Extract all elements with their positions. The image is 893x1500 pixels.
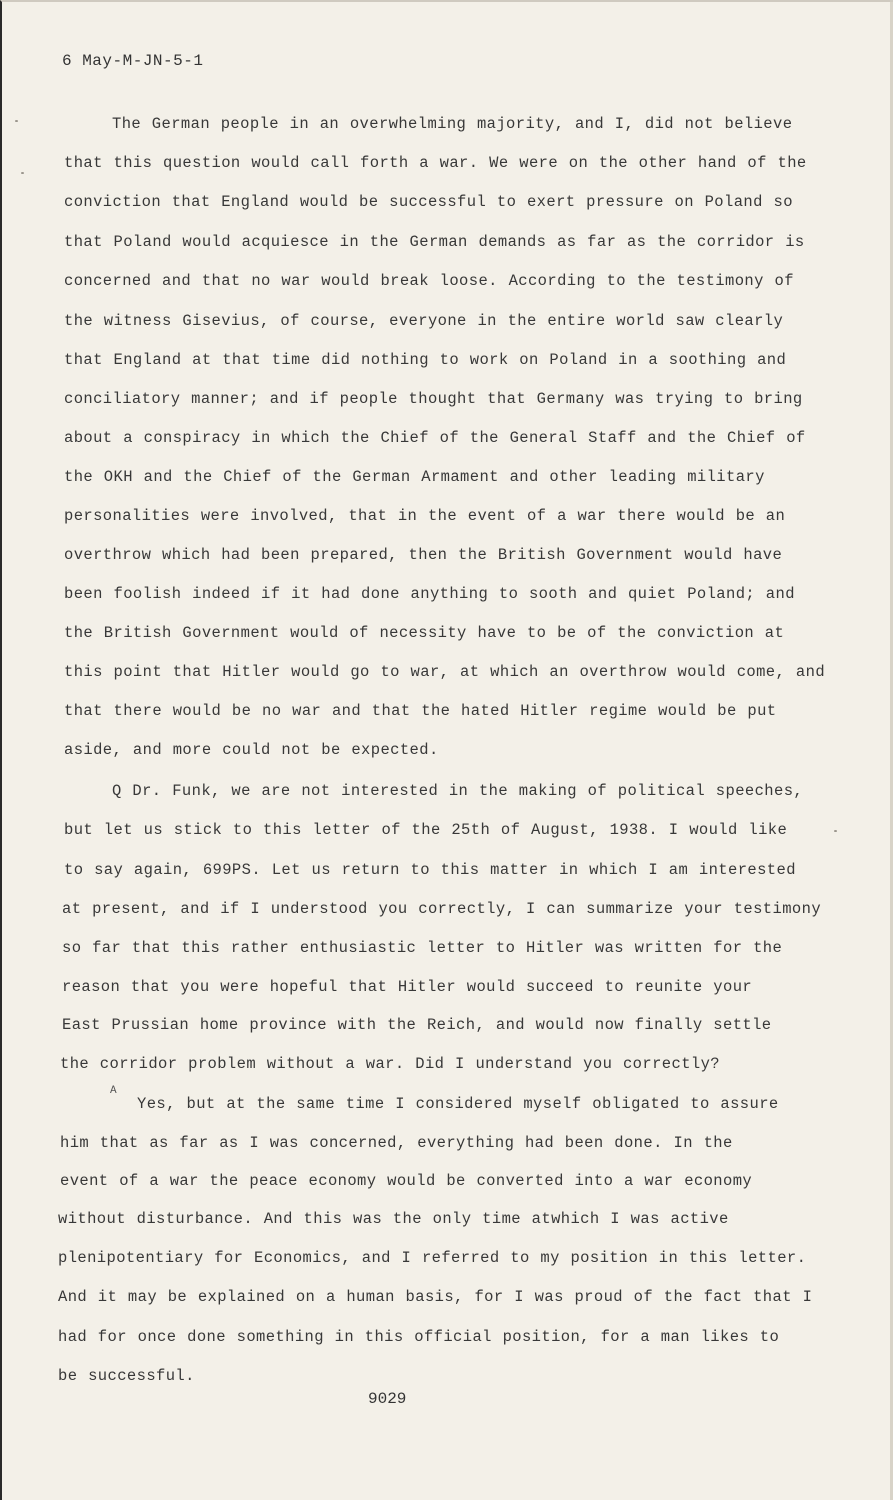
paragraph-1-line: that this question would call forth a war. We were on the other hand of the [64,154,807,172]
question-line: to say again, 699PS. Let us return to this matter in which I am interested [64,861,796,879]
paragraph-1-line: about a conspiracy in which the Chief of the General Staff and the Chief of [64,429,806,447]
answer-line: be successful. [58,1367,195,1385]
paragraph-1-line: the witness Gisevius, of course, everyone in the entire world saw clearly [64,312,784,330]
paragraph-1-line: the British Government would of necessity have to be of the conviction at [64,624,785,642]
paragraph-1-line: that there would be no war and that the hated Hitler regime would be put [64,702,777,720]
paragraph-1-line: personalities were involved, that in the event of a war there would be an [64,507,786,525]
question-line: but let us stick to this letter of the 25th of August, 1938. I would like [64,821,788,839]
question-line: at present, and if I understood you correctly, I can summarize your testimony [62,900,822,918]
paragraph-1-line: concerned and that no war would break loose. According to the testimony of [64,272,794,290]
paragraph-1-line: conviction that England would be successful to exert pressure on Poland so [64,193,793,211]
answer-line: event of a war the peace economy would be converted into a war economy [60,1172,753,1190]
page-header: 6 May-M-JN-5-1 [62,52,204,70]
paragraph-1-line: overthrow which had been prepared, then the British Government would have [64,546,783,564]
answer-line: him that as far as I was concerned, everything had been done. In the [60,1134,733,1152]
answer-line: plenipotentiary for Economics, and I referred to my position in this letter. [58,1249,807,1267]
question-line: the corridor problem without a war. Did I understand you correctly? [60,1055,721,1073]
paragraph-1-line: aside, and more could not be expected. [64,741,439,759]
paper-speck [21,172,24,174]
answer-line: Yes, but at the same time I considered myself obligated to assure [137,1095,779,1113]
paragraph-1-line: that Poland would acquiesce in the German demands as far as the corridor is [64,233,805,251]
question-line: East Prussian home province with the Reich, and would now finally settle [62,1016,772,1034]
question-line: so far that this rather enthusiastic letter to Hitler was written for the [62,939,783,957]
question-line: Q Dr. Funk, we are not interested in the making of political speeches, [112,782,804,800]
paper-speck [15,120,18,122]
answer-line: without disturbance. And this was the only time atwhich I was active [58,1210,729,1228]
page-number: 9029 [368,1390,407,1408]
answer-line: had for once done something in this official position, for a man likes to [58,1328,780,1346]
paragraph-1-line: conciliatory manner; and if people thought that Germany was trying to bring [64,390,803,408]
answer-marker: A [110,1085,117,1097]
paper-speck [834,830,837,832]
answer-line: And it may be explained on a human basis, for I was proud of the fact that I [58,1288,813,1306]
paragraph-1-line: the OKH and the Chief of the German Armament and other leading military [64,468,765,486]
paragraph-1-line: this point that Hitler would go to war, at which an overthrow would come, and [64,663,826,681]
question-line: reason that you were hopeful that Hitler would succeed to reunite your [62,978,753,996]
paragraph-1-line: that England at that time did nothing to work on Poland in a soothing and [64,351,787,369]
paragraph-1-line: The German people in an overwhelming majority, and I, did not believe [112,115,793,133]
paragraph-1-line: been foolish indeed if it had done anything to sooth and quiet Poland; and [64,585,795,603]
